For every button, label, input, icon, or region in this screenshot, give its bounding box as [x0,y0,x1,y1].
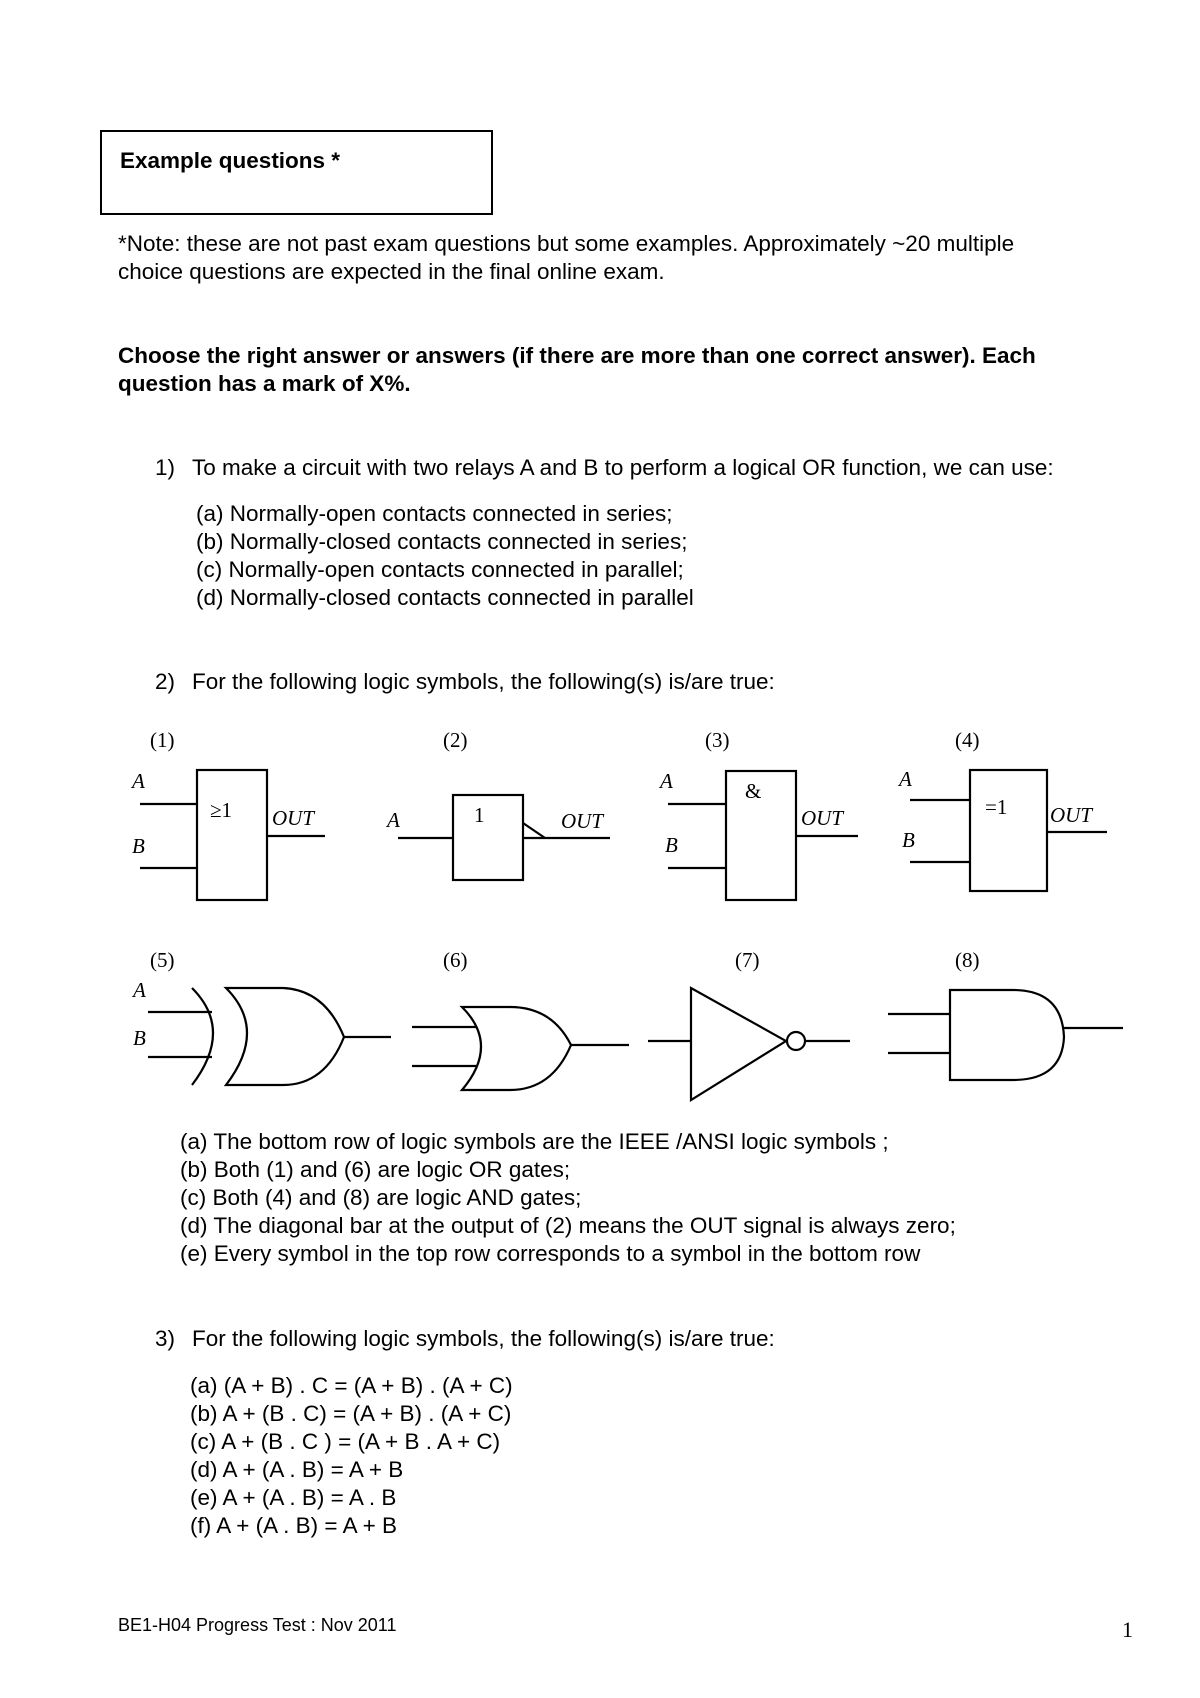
symbol-4-input-a: A [899,767,912,791]
symbol-label-3: (3) [705,728,730,752]
symbol-2-input-a: A [387,808,400,832]
q2-option-a: (a) The bottom row of logic symbols are the IEEE /ANSI logic symbols ; [180,1129,889,1154]
symbol-5-input-a: A [133,978,146,1002]
symbol-4-input-b: B [902,828,915,852]
symbol-label-7: (7) [735,948,760,972]
q2-number: 2) [155,669,176,694]
symbol-1-input-a: A [132,769,145,793]
q2-option-d: (d) The diagonal bar at the output of (2) means the OUT signal is always zero; [180,1213,956,1238]
page-title: Example questions * [120,148,341,173]
q3-text: For the following logic symbols, the following(s) is/are true: [192,1326,775,1351]
q1-option-a: (a) Normally-open contacts connected in series; [196,501,673,526]
symbol-5-input-b: B [133,1026,146,1050]
q3-option-c: (c) A + (B . C ) = (A + B . A + C) [190,1429,501,1454]
symbol-1-input-b: B [132,834,145,858]
symbol-label-5: (5) [150,948,175,972]
symbol-2-output: OUT [561,809,604,833]
symbol-6-or-gate [412,1007,629,1090]
symbol-label-8: (8) [955,948,980,972]
q2-option-b: (b) Both (1) and (6) are logic OR gates; [180,1157,571,1182]
q3-option-f: (f) A + (A . B) = A + B [190,1513,397,1538]
page-number: 1 [1122,1617,1133,1642]
symbol-label-1: (1) [150,728,175,752]
q2-option-e: (e) Every symbol in the top row corresponds to a symbol in the bottom row [180,1241,921,1266]
q1-number: 1) [155,455,176,480]
symbol-3-output: OUT [801,806,844,830]
symbol-label-2: (2) [443,728,468,752]
footer-text: BE1-H04 Progress Test : Nov 2011 [118,1615,397,1635]
symbol-3-input-a: A [660,769,673,793]
symbol-8-and-gate [888,990,1123,1080]
symbol-4-glyph: =1 [985,795,1008,819]
symbol-label-6: (6) [443,948,468,972]
q1-option-b: (b) Normally-closed contacts connected in series; [196,529,688,554]
q1-option-d: (d) Normally-closed contacts connected in parallel [196,585,694,610]
q1-text: To make a circuit with two relays A and B to perform a logical OR function, we can use: [192,455,1054,480]
q3-option-e: (e) A + (A . B) = A . B [190,1485,397,1510]
symbol-1-glyph: ≥1 [210,798,233,822]
q3-option-d: (d) A + (A . B) = A + B [190,1457,404,1482]
q1-option-c: (c) Normally-open contacts connected in parallel; [196,557,684,582]
symbol-7-not-gate [648,988,850,1100]
q3-option-a: (a) (A + B) . C = (A + B) . (A + C) [190,1373,513,1398]
symbol-1-output: OUT [272,806,315,830]
symbol-5-xor-gate [148,988,391,1085]
q2-option-c: (c) Both (4) and (8) are logic AND gates; [180,1185,582,1210]
symbol-2-glyph: 1 [474,803,485,827]
symbol-4-xor-box [910,770,1107,891]
symbol-3-glyph: & [745,779,762,803]
q3-number: 3) [155,1326,176,1351]
symbol-3-input-b: B [665,833,678,857]
instructions-line-1: Choose the right answer or answers (if there are more than one correct answer). Each [118,343,1036,368]
symbol-1-or-box [140,770,325,900]
symbol-3-and-box [668,771,858,900]
symbol-4-output: OUT [1050,803,1093,827]
note-line-1: *Note: these are not past exam questions but some examples. Approximately ~20 multiple [118,231,1015,256]
q3-option-b: (b) A + (B . C) = (A + B) . (A + C) [190,1401,512,1426]
symbol-label-4: (4) [955,728,980,752]
instructions-line-2: question has a mark of X%. [118,371,411,396]
symbol-2-not-box [398,795,610,880]
q2-text: For the following logic symbols, the following(s) is/are true: [192,669,775,694]
note-line-2: choice questions are expected in the final online exam. [118,259,665,284]
